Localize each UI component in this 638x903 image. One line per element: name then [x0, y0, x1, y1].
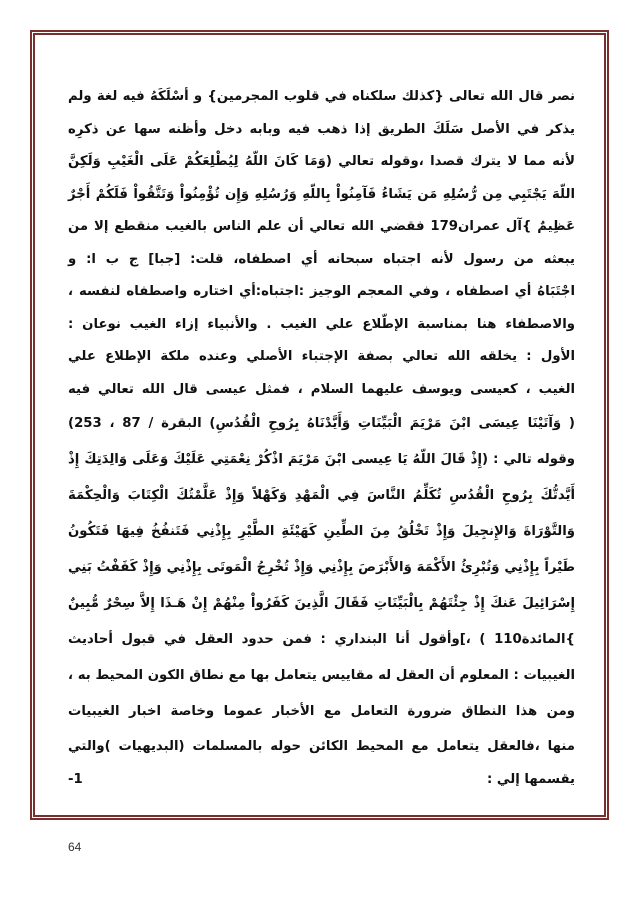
text-line: وقوله تالي : (إِذْ قَالَ اللّهُ يَا عِيسى ابْنَ مَرْيَمَ اذْكُرْ نِعْمَتِي عَلَيْكَ وَعَلَى وَالِدَتِكَ إِذْ: [68, 452, 575, 467]
text-line-end: يقسمها إلي :: [486, 772, 575, 787]
text-line: منها ،فالعقل يتعامل مع المحيط الكائن حوله بالمسلمات (البديهيات )والتي: [68, 739, 575, 754]
text-line: ( وَآتَيْنَا عِيسَى ابْنَ مَرْيَمَ الْبَيِّنَاتِ وَأَيَّدْنَاهُ بِرُوحِ الْقُدُسِ) البقرة / 87 ، 253): [68, 416, 575, 431]
text-line: أَيَّدتُّكَ بِرُوحِ الْقُدُسِ تُكَلِّمُ النَّاسَ فِي الْمَهْدِ وَكَهْلاً وَإِذْ عَلَّمْتُكَ الْكِتَابَ وَالْحِكْمَةَ: [68, 488, 575, 503]
text-line: الغيب ، كعيسى ويوسف عليهما السلام ، فمثل عيسى قال الله تعالي فيه: [68, 381, 575, 397]
body-text: [68, 81, 575, 796]
text-line: }المائدة110 ) ،]وأقول أنا البنداري : فمن حدود العقل في قبول أحاديث: [68, 632, 575, 647]
text-line: عَظِيمٌ }آل عمران179 فقضي الله تعالي أن علم الناس بالغيب منقطع إلا من: [68, 219, 575, 234]
text-line: الأول : يخلقه الله تعالي بصفة الإجتباء الأصلي وعنده ملكة الإطلاع علي: [68, 349, 575, 364]
text-line: والاصطفاء هنا بمناسبة الإطّلاع علي الغيب . والأنبياء إزاء الغيب نوعان :: [68, 316, 575, 332]
page-number: 64: [68, 840, 82, 854]
text-line: نصر قال الله تعالى {كذلك سلكناه في قلوب المجرمين} و أسْلَكَهُ فيه لغة ولم: [68, 89, 575, 104]
text-line-last: [68, 763, 575, 796]
text-line: يبعثه من رسول لأنه اجتباه سبحانه أي اصطفاه، قلت: [جبا] ج ب ا: و: [68, 251, 575, 267]
text-line: وَالتَّوْرَاةَ وَالإِنجِيلَ وَإِذْ تَخْلُقُ مِنَ الطِّينِ كَهَيْئَةِ الطَّيْرِ بِإِذْنِي فَتَنفُخُ فِيهَا فَتَكُونُ: [68, 524, 575, 539]
text-line: اللّهَ يَجْتَبِي مِن رُّسُلِهِ مَن يَشَاءُ فَآمِنُواْ بِاللّهِ وَرُسُلِهِ وَإِن تُؤْمِنُواْ وَتَتَّقُواْ فَلَكُمْ أَجْرٌ: [68, 186, 575, 202]
text-line: إِسْرَائِيلَ عَنكَ إِذْ جِئْتَهُمْ بِالْبَيِّنَاتِ فَقَالَ الَّذِينَ كَفَرُواْ مِنْهُمْ إِنْ هَـذَا إِلاَّ سِحْرٌ مُّبِينٌ: [68, 596, 575, 611]
list-marker: 1-: [68, 772, 83, 787]
text-line: الغيبيات : المعلوم أن العقل له مقاييس يتعامل بها مع نطاق الكون المحيط به ،: [68, 668, 575, 683]
text-line: لأنه مما لا يترك قصدا ،وقوله تعالي (وَمَا كَانَ اللّهُ لِيُطْلِعَكُمْ عَلَى الْغَيْبِ وَلَكِنَّ: [68, 154, 575, 169]
text-line: يذكر في الأصل سَلَكَ الطريق إذا ذهب فيه وبابه دخل وأظنه سها عن ذكرِه: [68, 121, 575, 137]
text-line: ومن هذا النطاق ضرورة التعامل مع الأخبار عموما وخاصة اخبار الغيبيات: [68, 704, 575, 719]
text-line: اجْتَبَاهُ أي اصطفاه ، وفي المعجم الوجيز :اجتباه:أي اختاره واصطفاه لنفسه ،: [68, 284, 575, 299]
text-line: طَيْراً بِإِذْنِي وَتُبْرِئُ الأَكْمَهَ وَالأَبْرَصَ بِإِذْنِي وَإِذْ تُخْرِجُ الْمَوتَى بِإِذْنِي وَإِذْ كَفَفْتُ بَنِي: [68, 560, 575, 575]
